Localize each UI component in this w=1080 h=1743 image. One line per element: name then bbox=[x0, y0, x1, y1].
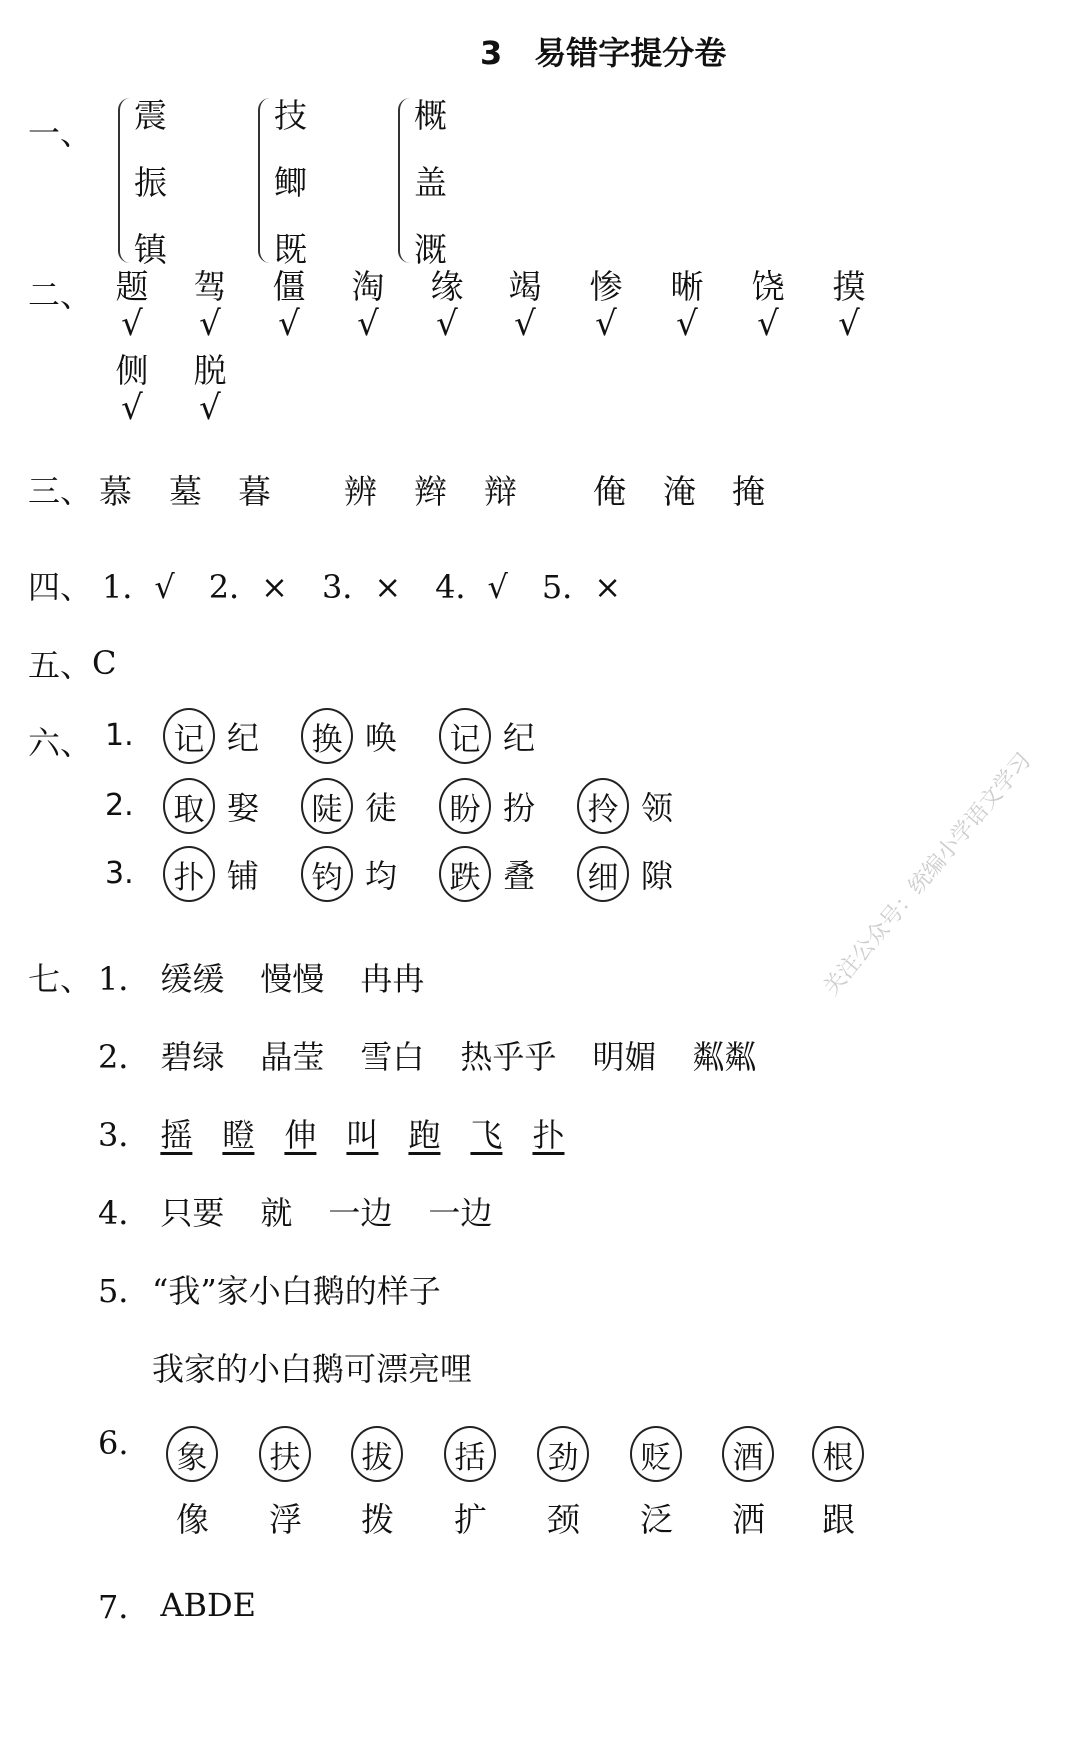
check-mark: √ bbox=[838, 304, 860, 344]
check-mark: √ bbox=[278, 304, 300, 344]
answer-line: “我”家小白鹅的样子 bbox=[152, 1272, 441, 1310]
char-pair bbox=[439, 846, 535, 902]
char: 晰 bbox=[670, 267, 704, 306]
brace bbox=[398, 98, 410, 263]
circled-char: 细 bbox=[577, 846, 629, 902]
word: 飞 bbox=[470, 1116, 503, 1154]
word: 跑 bbox=[408, 1116, 441, 1154]
check-mark: √ bbox=[121, 304, 143, 344]
word: 慢慢 bbox=[260, 960, 325, 998]
word: 冉冉 bbox=[360, 960, 425, 998]
char: 辨 bbox=[344, 472, 377, 511]
circled-char: 陡 bbox=[301, 778, 353, 834]
circled-char: 劲 bbox=[537, 1426, 589, 1482]
char: 淘 bbox=[351, 267, 385, 306]
brace bbox=[258, 98, 270, 263]
circled-char: 换 bbox=[301, 708, 353, 764]
char: 俺 bbox=[593, 472, 626, 511]
section-1-label: 一、 bbox=[28, 114, 93, 152]
word: 伸 bbox=[284, 1116, 317, 1154]
checked-char bbox=[666, 268, 708, 342]
char: 颈 bbox=[547, 1500, 580, 1539]
answer-line: 我家的小白鹅可漂亮哩 bbox=[152, 1350, 473, 1388]
char: 辩 bbox=[484, 472, 517, 511]
circled-char: 拔 bbox=[351, 1426, 403, 1482]
circled-char: 酒 bbox=[722, 1426, 774, 1482]
answer-item: 5．× bbox=[541, 568, 622, 606]
answer-item: 2．× bbox=[208, 568, 288, 606]
circled-char: 扑 bbox=[163, 846, 215, 902]
circled-char: 钧 bbox=[301, 846, 353, 902]
word: 一边 bbox=[328, 1194, 393, 1232]
word: 粼粼 bbox=[692, 1038, 757, 1076]
section-7-label: 七、 bbox=[28, 960, 93, 998]
char-pair bbox=[577, 846, 673, 902]
answer-item: 3．× bbox=[321, 568, 402, 606]
circled-char: 根 bbox=[812, 1426, 864, 1482]
watermark: 关注公众号：统编小学语文学习 bbox=[819, 748, 1037, 1001]
char: 均 bbox=[365, 857, 398, 895]
word: 雪白 bbox=[360, 1038, 425, 1076]
checked-char bbox=[111, 352, 153, 426]
word: 就 bbox=[260, 1194, 293, 1232]
char: 淹 bbox=[663, 472, 696, 511]
char-pair bbox=[439, 778, 535, 834]
char: 掩 bbox=[732, 472, 765, 511]
char: 题 bbox=[115, 267, 149, 306]
char: 泛 bbox=[640, 1500, 673, 1539]
char: 暮 bbox=[238, 472, 271, 511]
char: 既 bbox=[274, 230, 307, 269]
check-mark: √ bbox=[757, 304, 779, 344]
row-number: 2. bbox=[105, 788, 134, 823]
char: 扩 bbox=[454, 1500, 487, 1539]
char: 扮 bbox=[503, 789, 536, 827]
char: 娶 bbox=[227, 789, 260, 827]
checked-char bbox=[189, 352, 231, 426]
word: 热乎乎 bbox=[460, 1038, 557, 1076]
char: 叠 bbox=[503, 857, 536, 895]
question-q3 bbox=[98, 1110, 564, 1156]
checked-char bbox=[504, 268, 546, 342]
answer-item: 4．√ bbox=[435, 568, 508, 606]
char: 技 bbox=[274, 96, 307, 135]
char: 像 bbox=[176, 1500, 209, 1539]
word: 扑 bbox=[532, 1116, 565, 1154]
char: 盖 bbox=[414, 163, 447, 202]
question-number: 5． bbox=[98, 1272, 151, 1310]
brace bbox=[118, 98, 130, 263]
char: 鲫 bbox=[274, 163, 307, 202]
word: 缓缓 bbox=[160, 960, 225, 998]
question-number: 4． bbox=[98, 1194, 151, 1232]
question-q7 bbox=[98, 1582, 256, 1628]
char: 拨 bbox=[361, 1500, 394, 1539]
check-mark: √ bbox=[199, 388, 221, 428]
section-2-label: 二、 bbox=[28, 276, 93, 314]
word: 叫 bbox=[346, 1116, 379, 1154]
question-number: 7． bbox=[98, 1588, 151, 1626]
char-pair bbox=[301, 778, 397, 834]
char: 纪 bbox=[503, 719, 536, 757]
char: 脱 bbox=[193, 351, 227, 390]
char: 摸 bbox=[832, 267, 866, 306]
checked-char bbox=[828, 268, 870, 342]
circled-char: 跌 bbox=[439, 846, 491, 902]
word: 明媚 bbox=[592, 1038, 657, 1076]
row-number: 3. bbox=[105, 856, 134, 891]
char: 惨 bbox=[589, 267, 623, 306]
char-group-2 bbox=[258, 90, 307, 271]
checked-char bbox=[111, 268, 153, 342]
circled-char: 记 bbox=[439, 708, 491, 764]
char: 唤 bbox=[365, 719, 398, 757]
check-mark: √ bbox=[595, 304, 617, 344]
word: 一边 bbox=[428, 1194, 493, 1232]
section-6-label: 六、 bbox=[28, 724, 93, 762]
char: 慕 bbox=[99, 472, 132, 511]
char-group-3 bbox=[398, 90, 447, 271]
checked-char bbox=[347, 268, 389, 342]
page-title: 3 易错字提分卷 bbox=[480, 34, 727, 72]
char: 纪 bbox=[227, 719, 260, 757]
section-5-label: 五、 bbox=[28, 646, 93, 684]
char: 跟 bbox=[822, 1500, 855, 1539]
char: 驾 bbox=[193, 267, 227, 306]
char-pair bbox=[163, 846, 259, 902]
check-mark: √ bbox=[436, 304, 458, 344]
question-number: 1． bbox=[98, 960, 151, 998]
question-q1 bbox=[98, 954, 424, 1000]
check-mark: √ bbox=[676, 304, 698, 344]
char-pair bbox=[301, 846, 397, 902]
char: 镇 bbox=[134, 230, 167, 269]
char: 辫 bbox=[414, 472, 447, 511]
char-pair bbox=[163, 778, 259, 834]
check-mark: √ bbox=[357, 304, 379, 344]
checked-char bbox=[747, 268, 789, 342]
check-mark: √ bbox=[121, 388, 143, 428]
char: 饶 bbox=[751, 267, 785, 306]
char: 溉 bbox=[414, 230, 447, 269]
char: 竭 bbox=[508, 267, 542, 306]
question-number: 6. bbox=[98, 1424, 129, 1462]
word: 瞪 bbox=[222, 1116, 255, 1154]
checked-char bbox=[585, 268, 627, 342]
row-number: 1. bbox=[105, 718, 134, 753]
char: 僵 bbox=[272, 267, 306, 306]
circled-char: 贬 bbox=[630, 1426, 682, 1482]
char: 侧 bbox=[115, 351, 149, 390]
char: 振 bbox=[134, 163, 167, 202]
circled-char: 盼 bbox=[439, 778, 491, 834]
char-pair bbox=[163, 708, 259, 764]
question-q4 bbox=[98, 1188, 492, 1234]
char: 概 bbox=[414, 96, 447, 135]
answer: ABDE bbox=[160, 1586, 257, 1624]
word: 碧绿 bbox=[160, 1038, 225, 1076]
char-pair bbox=[577, 778, 673, 834]
char: 领 bbox=[641, 789, 674, 827]
checked-char bbox=[426, 268, 468, 342]
char-pair bbox=[301, 708, 397, 764]
circled-char: 拎 bbox=[577, 778, 629, 834]
char: 隙 bbox=[641, 857, 674, 895]
section-4 bbox=[28, 562, 621, 608]
checked-char bbox=[189, 268, 231, 342]
circled-char: 括 bbox=[444, 1426, 496, 1482]
circled-char: 扶 bbox=[259, 1426, 311, 1482]
char: 徒 bbox=[365, 789, 398, 827]
question-q2 bbox=[98, 1032, 756, 1078]
char: 震 bbox=[134, 96, 167, 135]
char: 墓 bbox=[169, 472, 202, 511]
question-number: 2． bbox=[98, 1038, 151, 1076]
circled-char: 象 bbox=[166, 1426, 218, 1482]
char: 浮 bbox=[269, 1500, 302, 1539]
char: 铺 bbox=[227, 857, 260, 895]
char: 洒 bbox=[732, 1500, 765, 1539]
check-mark: √ bbox=[199, 304, 221, 344]
question-number: 3． bbox=[98, 1116, 151, 1154]
answer: C bbox=[92, 644, 117, 682]
answer-item: 1．√ bbox=[102, 568, 175, 606]
circled-char: 记 bbox=[163, 708, 215, 764]
section-5 bbox=[28, 640, 117, 686]
char: 缘 bbox=[430, 267, 464, 306]
char-group-1 bbox=[118, 90, 167, 271]
checked-char bbox=[268, 268, 310, 342]
char-pair bbox=[439, 708, 535, 764]
section-3-label: 三、 bbox=[28, 472, 93, 510]
check-mark: √ bbox=[514, 304, 536, 344]
word: 晶莹 bbox=[260, 1038, 325, 1076]
circled-char: 取 bbox=[163, 778, 215, 834]
section-4-label: 四、 bbox=[28, 568, 93, 606]
word: 只要 bbox=[160, 1194, 225, 1232]
word: 摇 bbox=[160, 1116, 193, 1154]
